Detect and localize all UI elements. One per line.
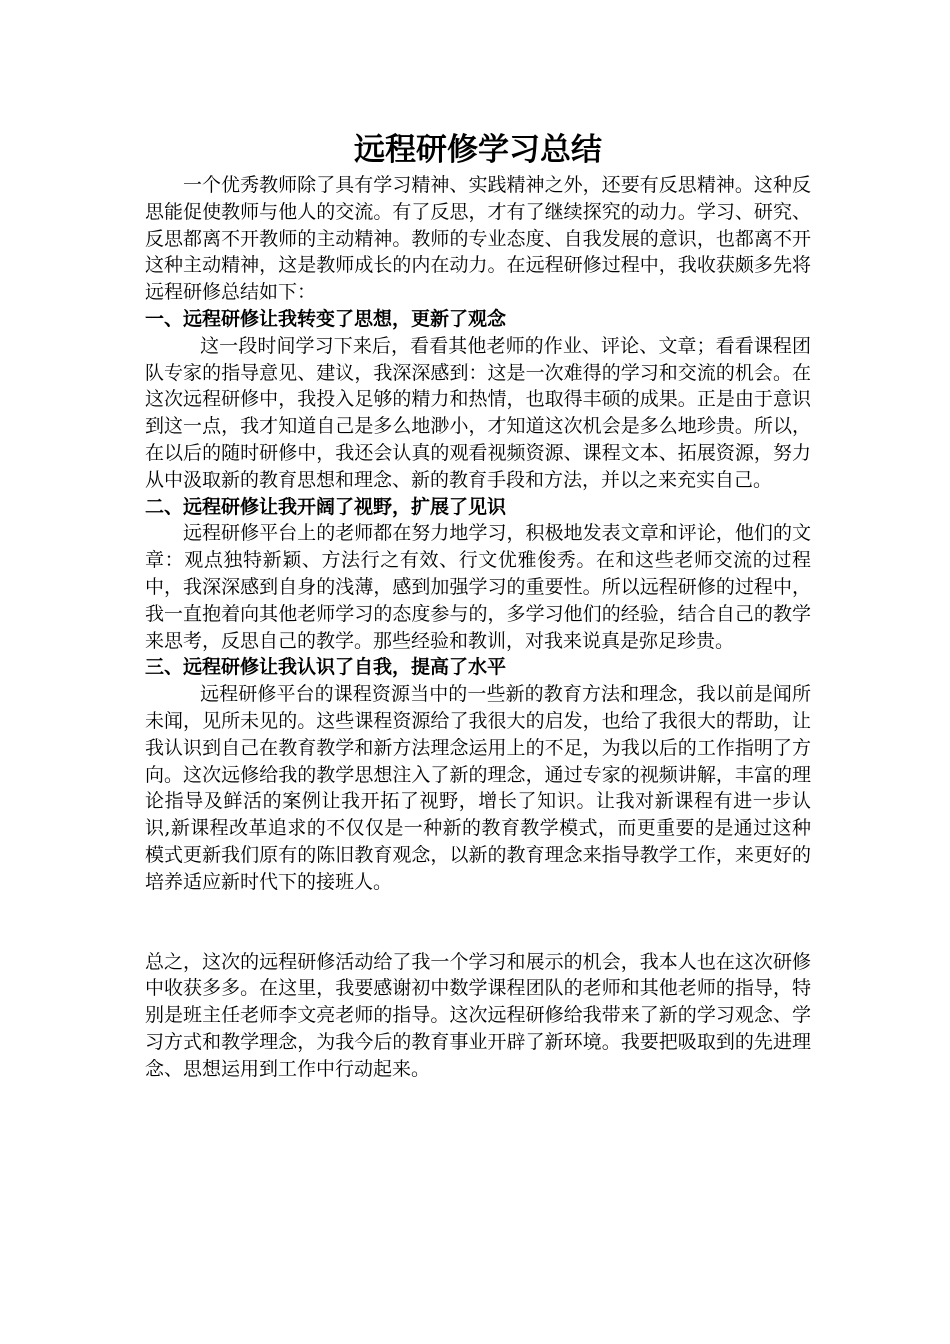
document-page (145, 128, 811, 1083)
section-2-body: 远程研修平台上的老师都在努力地学习，积极地发表文章和评论，他们的文章：观点独特新颖、方法行之有效、行文优雅俊秀。在和这些老师交流的过程中，我深深感到自身的浅薄，感到加强学习的重要性。所以远程研修的过程中，我一直抱着向其他老师学习的态度参与的，多学习他们的经验，结合自己的教学来思考，反思自己的教学。那些经验和教训，对我来说真是弥足珍贵。 (145, 522, 811, 652)
section-1-heading: 一、远程研修让我转变了思想，更新了观念 (145, 307, 507, 330)
document-title: 远程研修学习总结 (354, 132, 602, 168)
section-3-body: 远程研修平台的课程资源当中的一些新的教育方法和理念，我以前是闻所未闻，见所未见的。这些课程资源给了我很大的启发，也给了我很大的帮助，让我认识到自己在教育教学和新方法理念运用上的不足，为我以后的工作指明了方向。这次远修给我的教学思想注入了新的理念，通过专家的视频讲解，丰富的理论指导及鲜活的案例让我开拓了视野，增长了知识。让我对新课程有进一步认识,新课程改革追求的不仅仅是一种新的教育教学模式，而更重要的是通过这种模式更新我们原有的陈旧教育观念，以新的教育理念来指导教学工作，来更好的培养适应新时代下的接班人。 (145, 683, 811, 893)
blank-spacer (145, 896, 811, 949)
section-1-body: 这一段时间学习下来后，看看其他老师的作业、评论、文章；看看课程团队专家的指导意见、建议，我深深感到：这是一次难得的学习和交流的机会。在这次远程研修中，我投入足够的精力和热情，也取得丰硕的成果。正是由于意识到这一点，我才知道自己是多么地渺小，才知道这次机会是多么地珍贵。所以，在以后的随时研修中，我还会认真的观看视频资源、课程文本、拓展资源，努力从中汲取新的教育思想和理念、新的教育手段和方法，并以之来充实自己。 (145, 334, 811, 491)
section-2-heading: 二、远程研修让我开阔了视野，扩展了见识 (145, 495, 507, 518)
section-3-heading: 三、远程研修让我认识了自我，提高了水平 (145, 656, 507, 679)
intro-paragraph: 一个优秀教师除了具有学习精神、实践精神之外，还要有反思精神。这种反思能促使教师与他人的交流。有了反思，才有了继续探究的动力。学习、研究、反思都离不开教师的主动精神。教师的专业态度、自我发展的意识，也都离不开这种主动精神，这是教师成长的内在动力。在远程研修过程中，我收获颇多先将远程研修总结如下： (145, 174, 811, 304)
conclusion-paragraph: 总之，这次的远程研修活动给了我一个学习和展示的机会，我本人也在这次研修中收获多多。在这里，我要感谢初中数学课程团队的老师和其他老师的指导，特别是班主任老师李文亮老师的指导。这次远程研修给我带来了新的学习观念、学习方式和教学理念，为我今后的教育事业开辟了新环境。我要把吸取到的先进理念、思想运用到工作中行动起来。 (145, 950, 811, 1080)
